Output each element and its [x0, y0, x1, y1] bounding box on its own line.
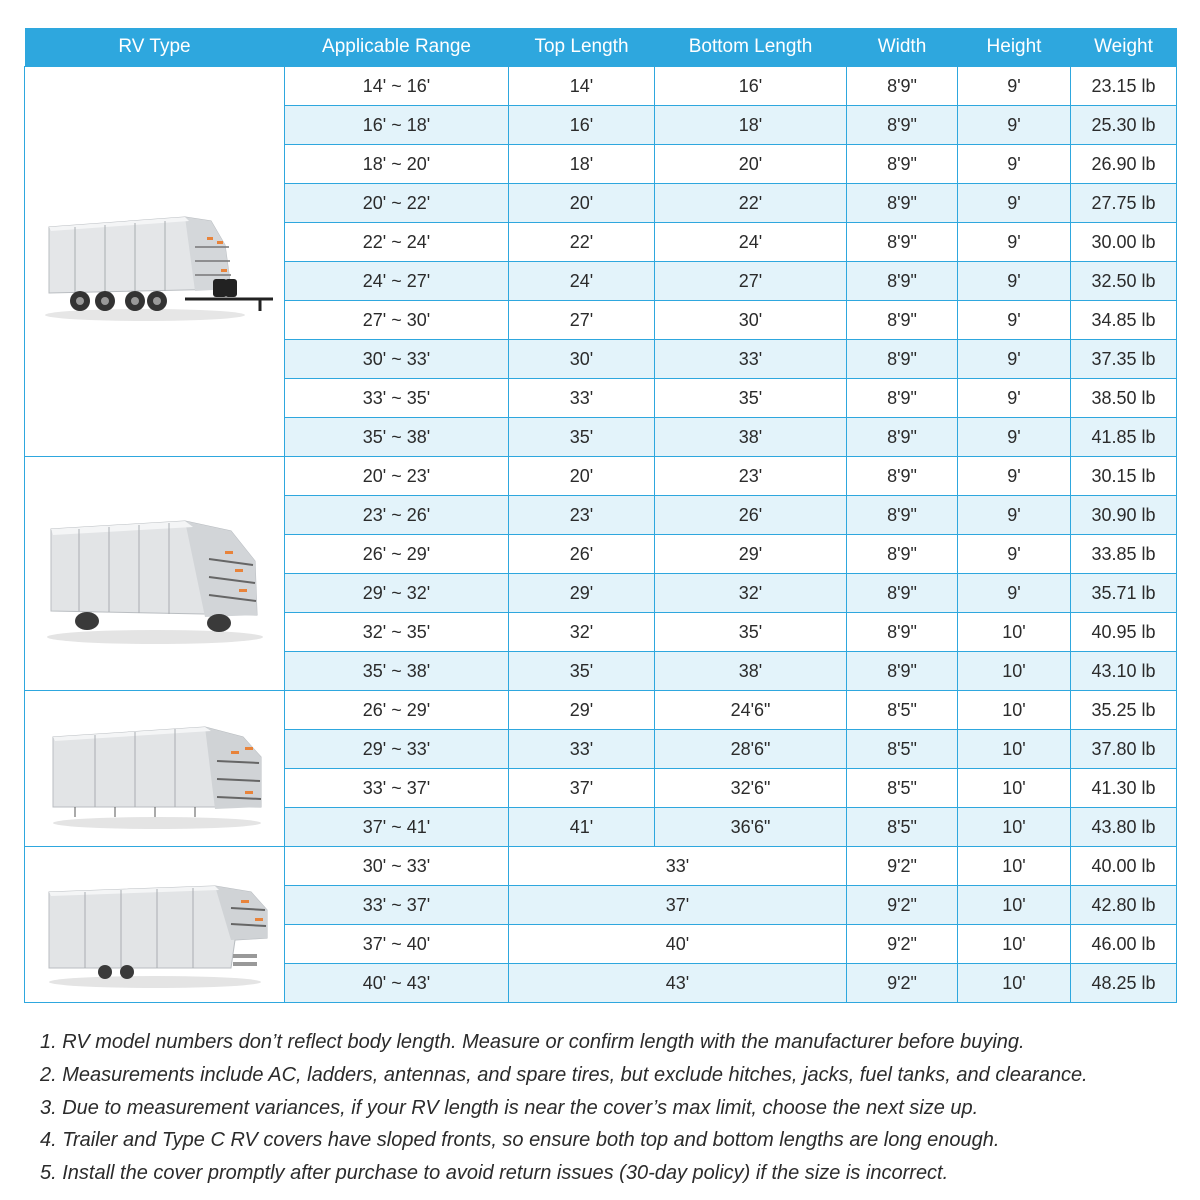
range-cell: 29' ~ 33': [285, 730, 509, 769]
fifth-wheel-cover-image: [25, 847, 285, 1003]
size-chart-table: [24, 28, 1177, 1003]
weight-cell: 48.25 lb: [1071, 964, 1177, 1003]
range-cell: 33' ~ 37': [285, 769, 509, 808]
range-cell: 35' ~ 38': [285, 418, 509, 457]
width-cell: 9'2": [847, 847, 958, 886]
range-cell: 24' ~ 27': [285, 262, 509, 301]
weight-cell: 26.90 lb: [1071, 145, 1177, 184]
width-cell: 8'9": [847, 106, 958, 145]
top-length-cell: 32': [509, 613, 655, 652]
weight-cell: 33.85 lb: [1071, 535, 1177, 574]
class-a-rv-cover-image: [25, 691, 285, 847]
width-cell: 8'5": [847, 769, 958, 808]
length-cell: 40': [509, 925, 847, 964]
height-cell: 10': [958, 691, 1071, 730]
width-cell: 8'9": [847, 379, 958, 418]
range-cell: 26' ~ 29': [285, 535, 509, 574]
top-length-cell: 37': [509, 769, 655, 808]
height-cell: 10': [958, 652, 1071, 691]
table-row: [25, 67, 1177, 106]
table-row: [25, 847, 1177, 886]
note-5: 5. Install the cover promptly after purchase to avoid return issues (30-day policy) if the size is incorrect.: [40, 1162, 949, 1185]
bottom-length-cell: 36'6": [655, 808, 847, 847]
height-cell: 10': [958, 886, 1071, 925]
top-length-cell: 24': [509, 262, 655, 301]
bottom-length-cell: 27': [655, 262, 847, 301]
height-cell: 10': [958, 925, 1071, 964]
range-cell: 22' ~ 24': [285, 223, 509, 262]
top-length-cell: 18': [509, 145, 655, 184]
range-cell: 20' ~ 22': [285, 184, 509, 223]
weight-cell: 30.90 lb: [1071, 496, 1177, 535]
bottom-length-cell: 16': [655, 67, 847, 106]
weight-cell: 37.80 lb: [1071, 730, 1177, 769]
weight-cell: 38.50 lb: [1071, 379, 1177, 418]
range-cell: 26' ~ 29': [285, 691, 509, 730]
height-cell: 10': [958, 769, 1071, 808]
top-length-cell: 35': [509, 652, 655, 691]
header-rv-type: RV Type: [25, 28, 285, 67]
note-4: 4. Trailer and Type C RV covers have sloped fronts, so ensure both top and bottom lengths are long enough.: [40, 1129, 1000, 1152]
height-cell: 9': [958, 379, 1071, 418]
range-cell: 35' ~ 38': [285, 652, 509, 691]
height-cell: 9': [958, 301, 1071, 340]
height-cell: 9': [958, 184, 1071, 223]
height-cell: 9': [958, 223, 1071, 262]
length-cell: 43': [509, 964, 847, 1003]
top-length-cell: 14': [509, 67, 655, 106]
bottom-length-cell: 38': [655, 418, 847, 457]
bottom-length-cell: 22': [655, 184, 847, 223]
weight-cell: 30.00 lb: [1071, 223, 1177, 262]
height-cell: 10': [958, 847, 1071, 886]
note-3: 3. Due to measurement variances, if your RV length is near the cover’s max limit, choose the next size up.: [40, 1096, 979, 1119]
bottom-length-cell: 23': [655, 457, 847, 496]
height-cell: 9': [958, 418, 1071, 457]
range-cell: 33' ~ 35': [285, 379, 509, 418]
bottom-length-cell: 26': [655, 496, 847, 535]
travel-trailer-cover-image: [25, 67, 285, 457]
top-length-cell: 33': [509, 379, 655, 418]
height-cell: 10': [958, 964, 1071, 1003]
range-cell: 29' ~ 32': [285, 574, 509, 613]
weight-cell: 32.50 lb: [1071, 262, 1177, 301]
range-cell: 30' ~ 33': [285, 847, 509, 886]
range-cell: 14' ~ 16': [285, 67, 509, 106]
weight-cell: 41.30 lb: [1071, 769, 1177, 808]
header-width: Width: [847, 28, 958, 67]
width-cell: 9'2": [847, 964, 958, 1003]
bottom-length-cell: 28'6": [655, 730, 847, 769]
height-cell: 9': [958, 262, 1071, 301]
height-cell: 9': [958, 106, 1071, 145]
range-cell: 30' ~ 33': [285, 340, 509, 379]
range-cell: 37' ~ 40': [285, 925, 509, 964]
width-cell: 8'9": [847, 496, 958, 535]
weight-cell: 27.75 lb: [1071, 184, 1177, 223]
bottom-length-cell: 33': [655, 340, 847, 379]
width-cell: 8'5": [847, 691, 958, 730]
header-height: Height: [958, 28, 1071, 67]
range-cell: 20' ~ 23': [285, 457, 509, 496]
top-length-cell: 16': [509, 106, 655, 145]
top-length-cell: 26': [509, 535, 655, 574]
top-length-cell: 29': [509, 574, 655, 613]
width-cell: 8'9": [847, 223, 958, 262]
height-cell: 9': [958, 574, 1071, 613]
weight-cell: 30.15 lb: [1071, 457, 1177, 496]
width-cell: 8'9": [847, 535, 958, 574]
note-1: 1. RV model numbers don’t reflect body length. Measure or confirm length with the manufacturer before buying.: [40, 1031, 1025, 1053]
bottom-length-cell: 20': [655, 145, 847, 184]
height-cell: 10': [958, 730, 1071, 769]
bottom-length-cell: 29': [655, 535, 847, 574]
length-cell: 37': [509, 886, 847, 925]
weight-cell: 35.25 lb: [1071, 691, 1177, 730]
width-cell: 8'9": [847, 67, 958, 106]
height-cell: 10': [958, 613, 1071, 652]
bottom-length-cell: 35': [655, 613, 847, 652]
width-cell: 8'9": [847, 262, 958, 301]
range-cell: 27' ~ 30': [285, 301, 509, 340]
bottom-length-cell: 38': [655, 652, 847, 691]
width-cell: 9'2": [847, 886, 958, 925]
range-cell: 33' ~ 37': [285, 886, 509, 925]
bottom-length-cell: 24': [655, 223, 847, 262]
table-row: [25, 457, 1177, 496]
bottom-length-cell: 24'6": [655, 691, 847, 730]
width-cell: 8'9": [847, 184, 958, 223]
weight-cell: 40.95 lb: [1071, 613, 1177, 652]
top-length-cell: 23': [509, 496, 655, 535]
top-length-cell: 20': [509, 457, 655, 496]
header-weight: Weight: [1071, 28, 1177, 67]
width-cell: 9'2": [847, 925, 958, 964]
weight-cell: 37.35 lb: [1071, 340, 1177, 379]
notes-section: [40, 1026, 1180, 1190]
top-length-cell: 22': [509, 223, 655, 262]
width-cell: 8'9": [847, 613, 958, 652]
bottom-length-cell: 32'6": [655, 769, 847, 808]
weight-cell: 40.00 lb: [1071, 847, 1177, 886]
class-c-rv-cover-image: [25, 457, 285, 691]
weight-cell: 46.00 lb: [1071, 925, 1177, 964]
range-cell: 16' ~ 18': [285, 106, 509, 145]
height-cell: 9': [958, 496, 1071, 535]
table-row: [25, 691, 1177, 730]
length-cell: 33': [509, 847, 847, 886]
range-cell: 37' ~ 41': [285, 808, 509, 847]
width-cell: 8'9": [847, 418, 958, 457]
weight-cell: 43.10 lb: [1071, 652, 1177, 691]
weight-cell: 23.15 lb: [1071, 67, 1177, 106]
weight-cell: 41.85 lb: [1071, 418, 1177, 457]
height-cell: 9': [958, 145, 1071, 184]
width-cell: 8'9": [847, 652, 958, 691]
range-cell: 18' ~ 20': [285, 145, 509, 184]
width-cell: 8'5": [847, 730, 958, 769]
note-2: 2. Measurements include AC, ladders, antennas, and spare tires, but exclude hitches, jacks, fuel tanks, and clearance.: [40, 1063, 1088, 1086]
width-cell: 8'5": [847, 808, 958, 847]
bottom-length-cell: 30': [655, 301, 847, 340]
range-cell: 32' ~ 35': [285, 613, 509, 652]
weight-cell: 34.85 lb: [1071, 301, 1177, 340]
range-cell: 40' ~ 43': [285, 964, 509, 1003]
width-cell: 8'9": [847, 145, 958, 184]
range-cell: 23' ~ 26': [285, 496, 509, 535]
header-bottom-length: Bottom Length: [655, 28, 847, 67]
top-length-cell: 27': [509, 301, 655, 340]
bottom-length-cell: 35': [655, 379, 847, 418]
width-cell: 8'9": [847, 340, 958, 379]
width-cell: 8'9": [847, 457, 958, 496]
bottom-length-cell: 32': [655, 574, 847, 613]
height-cell: 9': [958, 535, 1071, 574]
height-cell: 9': [958, 340, 1071, 379]
weight-cell: 43.80 lb: [1071, 808, 1177, 847]
height-cell: 10': [958, 808, 1071, 847]
weight-cell: 25.30 lb: [1071, 106, 1177, 145]
weight-cell: 42.80 lb: [1071, 886, 1177, 925]
weight-cell: 35.71 lb: [1071, 574, 1177, 613]
header-top-length: Top Length: [509, 28, 655, 67]
header-row: [25, 28, 1177, 67]
top-length-cell: 41': [509, 808, 655, 847]
width-cell: 8'9": [847, 301, 958, 340]
height-cell: 9': [958, 67, 1071, 106]
width-cell: 8'9": [847, 574, 958, 613]
top-length-cell: 30': [509, 340, 655, 379]
top-length-cell: 20': [509, 184, 655, 223]
top-length-cell: 35': [509, 418, 655, 457]
top-length-cell: 29': [509, 691, 655, 730]
header-applicable-range: Applicable Range: [285, 28, 509, 67]
height-cell: 9': [958, 457, 1071, 496]
bottom-length-cell: 18': [655, 106, 847, 145]
top-length-cell: 33': [509, 730, 655, 769]
